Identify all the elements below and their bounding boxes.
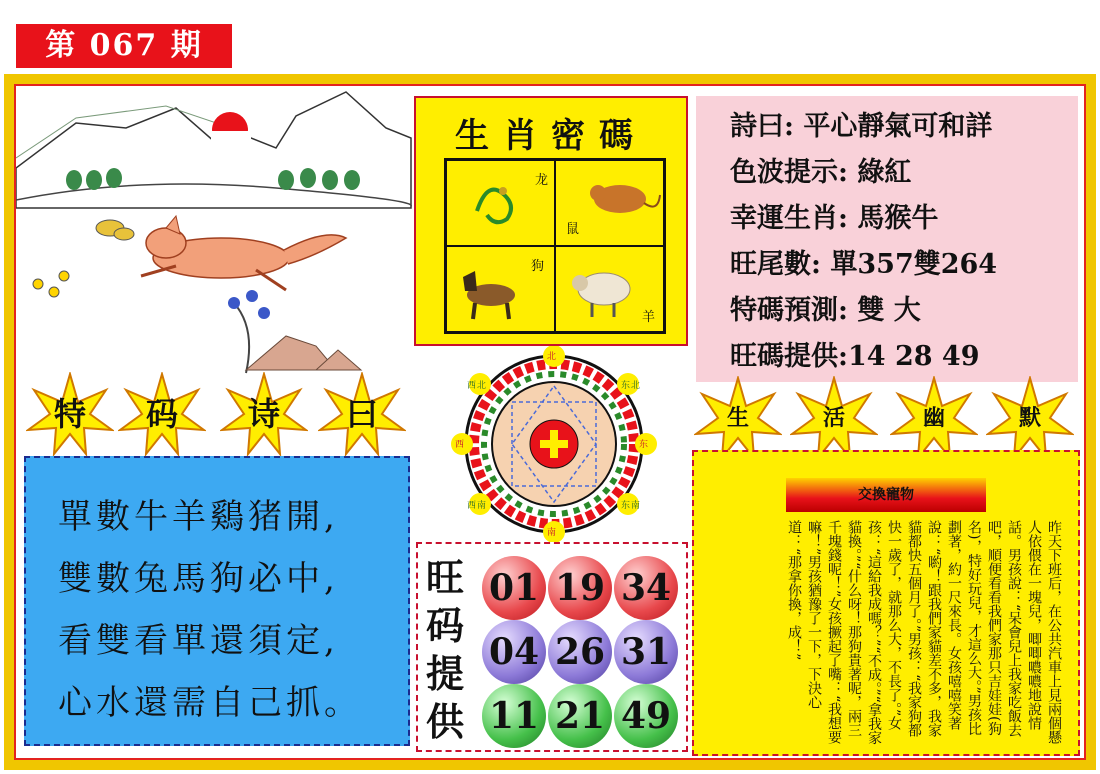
star-badge xyxy=(694,376,782,460)
lucky-numbers-label: 旺码提供 xyxy=(426,555,465,744)
star-label: 特 xyxy=(53,395,86,433)
number-ball: 26 xyxy=(548,620,612,684)
number-ball: 11 xyxy=(482,684,546,748)
compass-label: 北 xyxy=(631,381,641,391)
poem-line: 詩曰: 平心靜氣可和詳 xyxy=(730,111,993,142)
star-label: 默 xyxy=(1018,405,1041,431)
dragon-icon xyxy=(467,171,527,231)
prediction-info-panel xyxy=(696,96,1078,382)
fox-landscape-illustration xyxy=(16,88,416,378)
zodiac-label: 狗 xyxy=(530,259,544,274)
lucky-zodiac: 幸運生肖: 馬猴牛 xyxy=(730,203,939,234)
star-badge xyxy=(890,376,978,460)
star-badge xyxy=(26,372,114,456)
story-title: 交換寵物 xyxy=(786,478,986,512)
poem-line: 看雙看單還須定, xyxy=(58,621,339,661)
compass-label: 西 xyxy=(467,381,477,391)
star-label: 活 xyxy=(822,405,845,431)
poem-line: 心水還需自己抓。 xyxy=(58,683,362,723)
compass-label: 西 xyxy=(455,440,465,450)
number-ball: 19 xyxy=(548,556,612,620)
zodiac-cell-dragon xyxy=(446,160,555,246)
number-ball: 31 xyxy=(614,620,678,684)
compass-wheel-icon xyxy=(444,346,664,542)
story-text: 昨天下班后，在公共汽車上見兩個懸人依偎在一塊兒，唧唧噥噥地說情話。男孩說：“呆會兒上我家吃飯去吧，順便看看我們家那只吉娃娃(狗名)，特好玩兒，才這么大。”男孩比劃著，約一尺來長。女孩嘻嘻笑著說：“喲！跟我們家貓差不多，我家貓都快五個月了。”男孩：“我家狗都快一歲了，就那么大，不長了。”女孩：“這給我成嗎？”“不成。”“拿我家貓換。”“什么呀！那狗貴著呢，兩三千塊錢呢！”女孩撅起了嘴：“我想要嘛！”男孩猶豫了一下，下決心道：“那拿你換，成！” xyxy=(786,520,1062,745)
star-badge xyxy=(118,372,206,456)
star-label: 诗 xyxy=(247,395,280,433)
star-label: 生 xyxy=(726,405,749,431)
tail-numbers: 旺尾數: 單357雙264 xyxy=(730,249,998,280)
dog-icon xyxy=(457,265,527,325)
zodiac-label: 羊 xyxy=(641,310,655,325)
issue-number-tag: 第 067 期 xyxy=(16,24,232,68)
rat-icon xyxy=(584,173,664,223)
number-ball: 34 xyxy=(614,556,678,620)
rocks-icon xyxy=(246,336,361,370)
star-badge xyxy=(318,372,406,456)
compass-label: 北 xyxy=(547,352,557,362)
number-ball: 49 xyxy=(614,684,678,748)
star-badge xyxy=(986,376,1074,460)
fox-icon xyxy=(141,216,346,290)
compass-label: 南 xyxy=(477,501,487,511)
lucky-numbers-panel xyxy=(416,542,688,752)
zodiac-code-panel xyxy=(414,96,688,346)
number-ball: 04 xyxy=(482,620,546,684)
compass-label: 东 xyxy=(621,501,631,511)
zodiac-grid xyxy=(444,158,666,334)
star-badge xyxy=(790,376,878,460)
zodiac-label: 鼠 xyxy=(566,222,580,237)
zodiac-cell-dog xyxy=(446,246,555,332)
zodiac-cell-sheep xyxy=(555,246,664,332)
star-label: 码 xyxy=(145,395,178,433)
humor-story-panel xyxy=(692,450,1080,756)
star-label: 幽 xyxy=(922,405,945,431)
sheep-icon xyxy=(568,261,638,321)
compass-label: 北 xyxy=(477,381,487,391)
poem-panel xyxy=(24,456,410,746)
compass-label: 南 xyxy=(631,501,641,511)
compass-label: 东 xyxy=(639,440,649,450)
special-prediction: 特碼預測: 雙 大 xyxy=(730,295,921,326)
zodiac-code-title: 生肖密碼 xyxy=(455,116,647,156)
butterfly-icon xyxy=(96,220,134,240)
flower-icons xyxy=(33,271,69,297)
compass-label: 东 xyxy=(621,381,631,391)
poem-line: 雙數兔馬狗必中, xyxy=(58,559,339,599)
compass-label: 西 xyxy=(467,501,477,511)
star-badge xyxy=(220,372,308,456)
number-ball: 21 xyxy=(548,684,612,748)
zodiac-label: 龙 xyxy=(534,173,548,188)
zodiac-cell-rat xyxy=(555,160,664,246)
numbers-provided: 旺碼提供:14 28 49 xyxy=(730,341,980,372)
poem-line: 單數牛羊鷄猪開, xyxy=(58,497,339,537)
color-tip: 色波提示: 綠紅 xyxy=(730,157,912,188)
star-label: 曰 xyxy=(345,395,378,433)
number-ball: 01 xyxy=(482,556,546,620)
compass-label: 南 xyxy=(547,528,557,538)
